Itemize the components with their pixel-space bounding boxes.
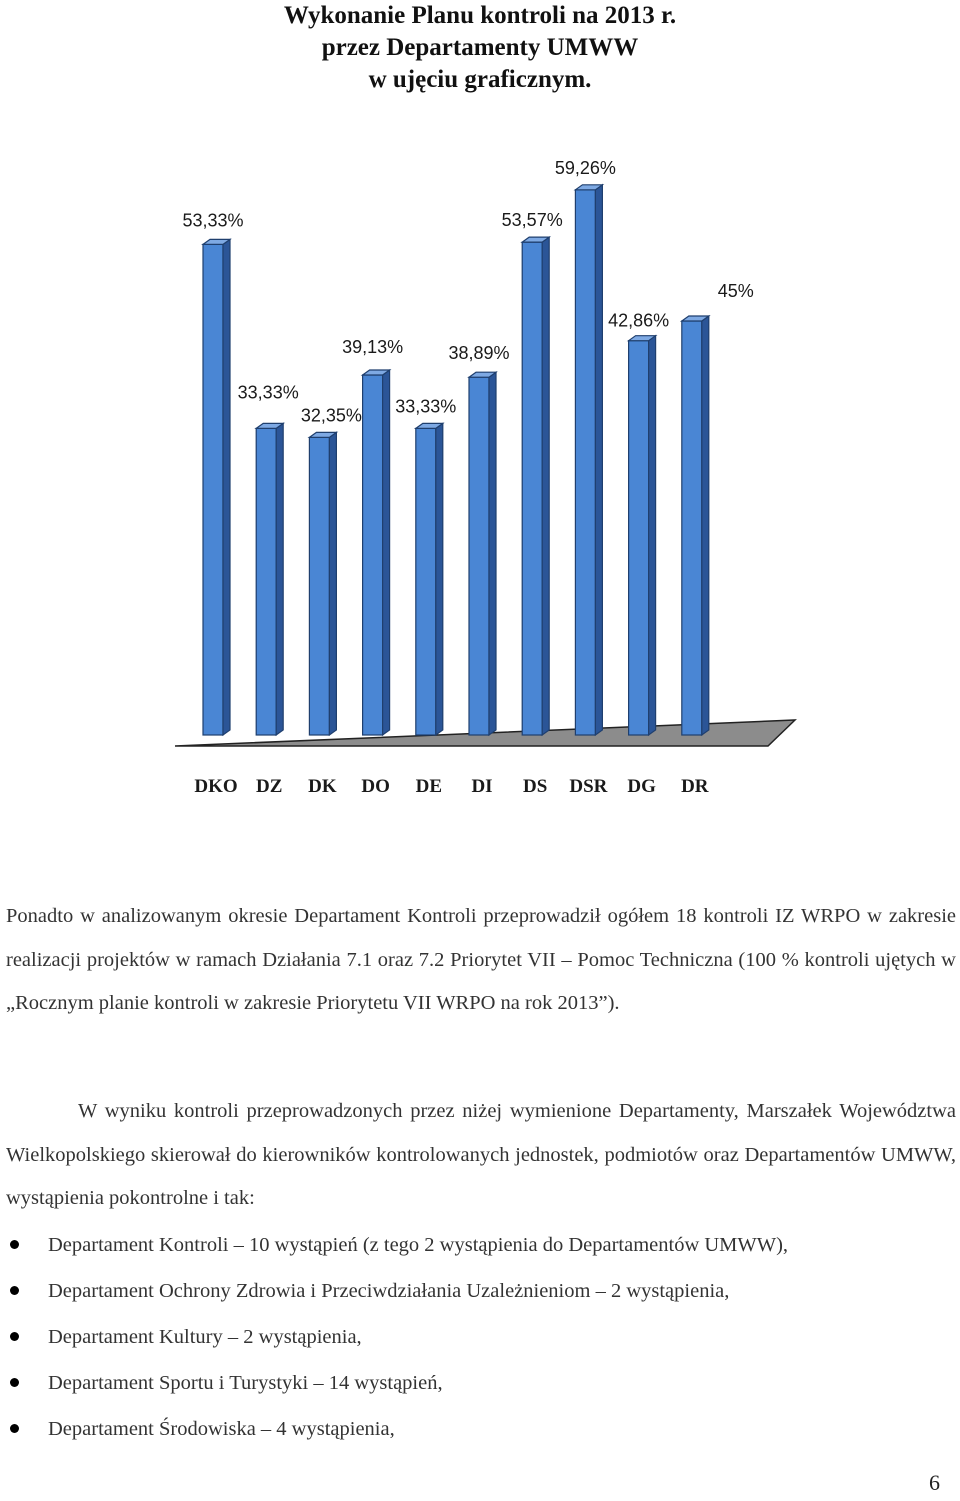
bar-value-label: 38,89% <box>448 343 510 364</box>
bar-value-label: 33,33% <box>237 382 299 403</box>
bar-value-label: 39,13% <box>342 337 404 358</box>
category-label: DG <box>627 776 656 797</box>
category-axis <box>194 776 708 797</box>
title-line-3: w ujęciu graficznym. <box>368 66 592 93</box>
bullet-icon <box>10 1240 19 1249</box>
bar-de <box>416 423 443 735</box>
bullet-list <box>0 1222 960 1452</box>
bullet-icon <box>10 1424 19 1433</box>
bar-value-label: 59,26% <box>554 157 616 178</box>
category-label: DZ <box>255 776 283 797</box>
category-label: DI <box>471 776 493 797</box>
bar-dsr <box>575 185 602 735</box>
bullet-icon <box>10 1378 19 1387</box>
bar-ds <box>522 237 549 735</box>
paragraph-summary: Ponadto w analizowanym okresie Departament Kontroli przeprowadził ogółem 18 kontroli IZ WRPO w zakresie realizacji projektów w ramach Działania 7.1 oraz 7.2 Priorytet VII – Pomoc Techniczna (100 % kontroli ujętych w „Rocznym planie kontroli w zakresie Priorytetu VII WRPO na rok 2013”). <box>6 905 956 1014</box>
bar-dk <box>309 432 336 735</box>
bar-dko <box>203 239 230 735</box>
category-label: DSR <box>569 776 608 797</box>
category-label: DS <box>523 776 548 797</box>
bar-do <box>363 370 390 735</box>
list-item: Departament Kontroli – 10 wystąpień (z tego 2 wystąpienia do Departamentów UMWW), <box>0 1222 960 1268</box>
page-number: 6 <box>929 1470 940 1495</box>
title-line-2: przez Departamenty UMWW <box>321 34 639 61</box>
bar-group <box>182 158 753 735</box>
bar-chart <box>150 150 830 810</box>
list-item: Departament Sportu i Turystyki – 14 wystąpień, <box>0 1360 960 1406</box>
bar-value-label: 53,57% <box>501 210 563 231</box>
category-label: DE <box>415 776 443 797</box>
page-title <box>0 0 960 96</box>
bar-value-label: 42,86% <box>608 310 670 331</box>
bullet-icon <box>10 1286 19 1295</box>
list-item: Departament Środowiska – 4 wystąpienia, <box>0 1406 960 1452</box>
category-label: DR <box>681 776 709 797</box>
bar-value-label: 45% <box>717 281 754 301</box>
bar-dz <box>256 423 283 735</box>
bullet-icon <box>10 1332 19 1341</box>
bar-di <box>469 372 496 735</box>
bar-dr <box>682 316 709 735</box>
list-item: Departament Kultury – 2 wystąpienia, <box>0 1314 960 1360</box>
title-line-1: Wykonanie Planu kontroli na 2013 r. <box>283 2 677 29</box>
category-label: DK <box>308 776 337 797</box>
bar-value-label: 33,33% <box>395 396 457 417</box>
bar-value-label: 53,33% <box>182 210 244 231</box>
bar-value-label: 32,35% <box>300 405 362 426</box>
paragraph-recommendations: W wyniku kontroli przeprowadzonych przez niżej wymienione Departamenty, Marszałek Województwa Wielkopolskiego skierował do kierowników kontrolowanych jednostek, podmiotów oraz Departamentów UMWW, wystąpienia pokontrolne i tak: <box>6 1100 956 1209</box>
list-item: Departament Ochrony Zdrowia i Przeciwdziałania Uzależnieniom – 2 wystąpienia, <box>0 1268 960 1314</box>
category-label: DO <box>361 776 390 797</box>
category-label: DKO <box>194 776 238 797</box>
bar-dg <box>629 336 656 735</box>
